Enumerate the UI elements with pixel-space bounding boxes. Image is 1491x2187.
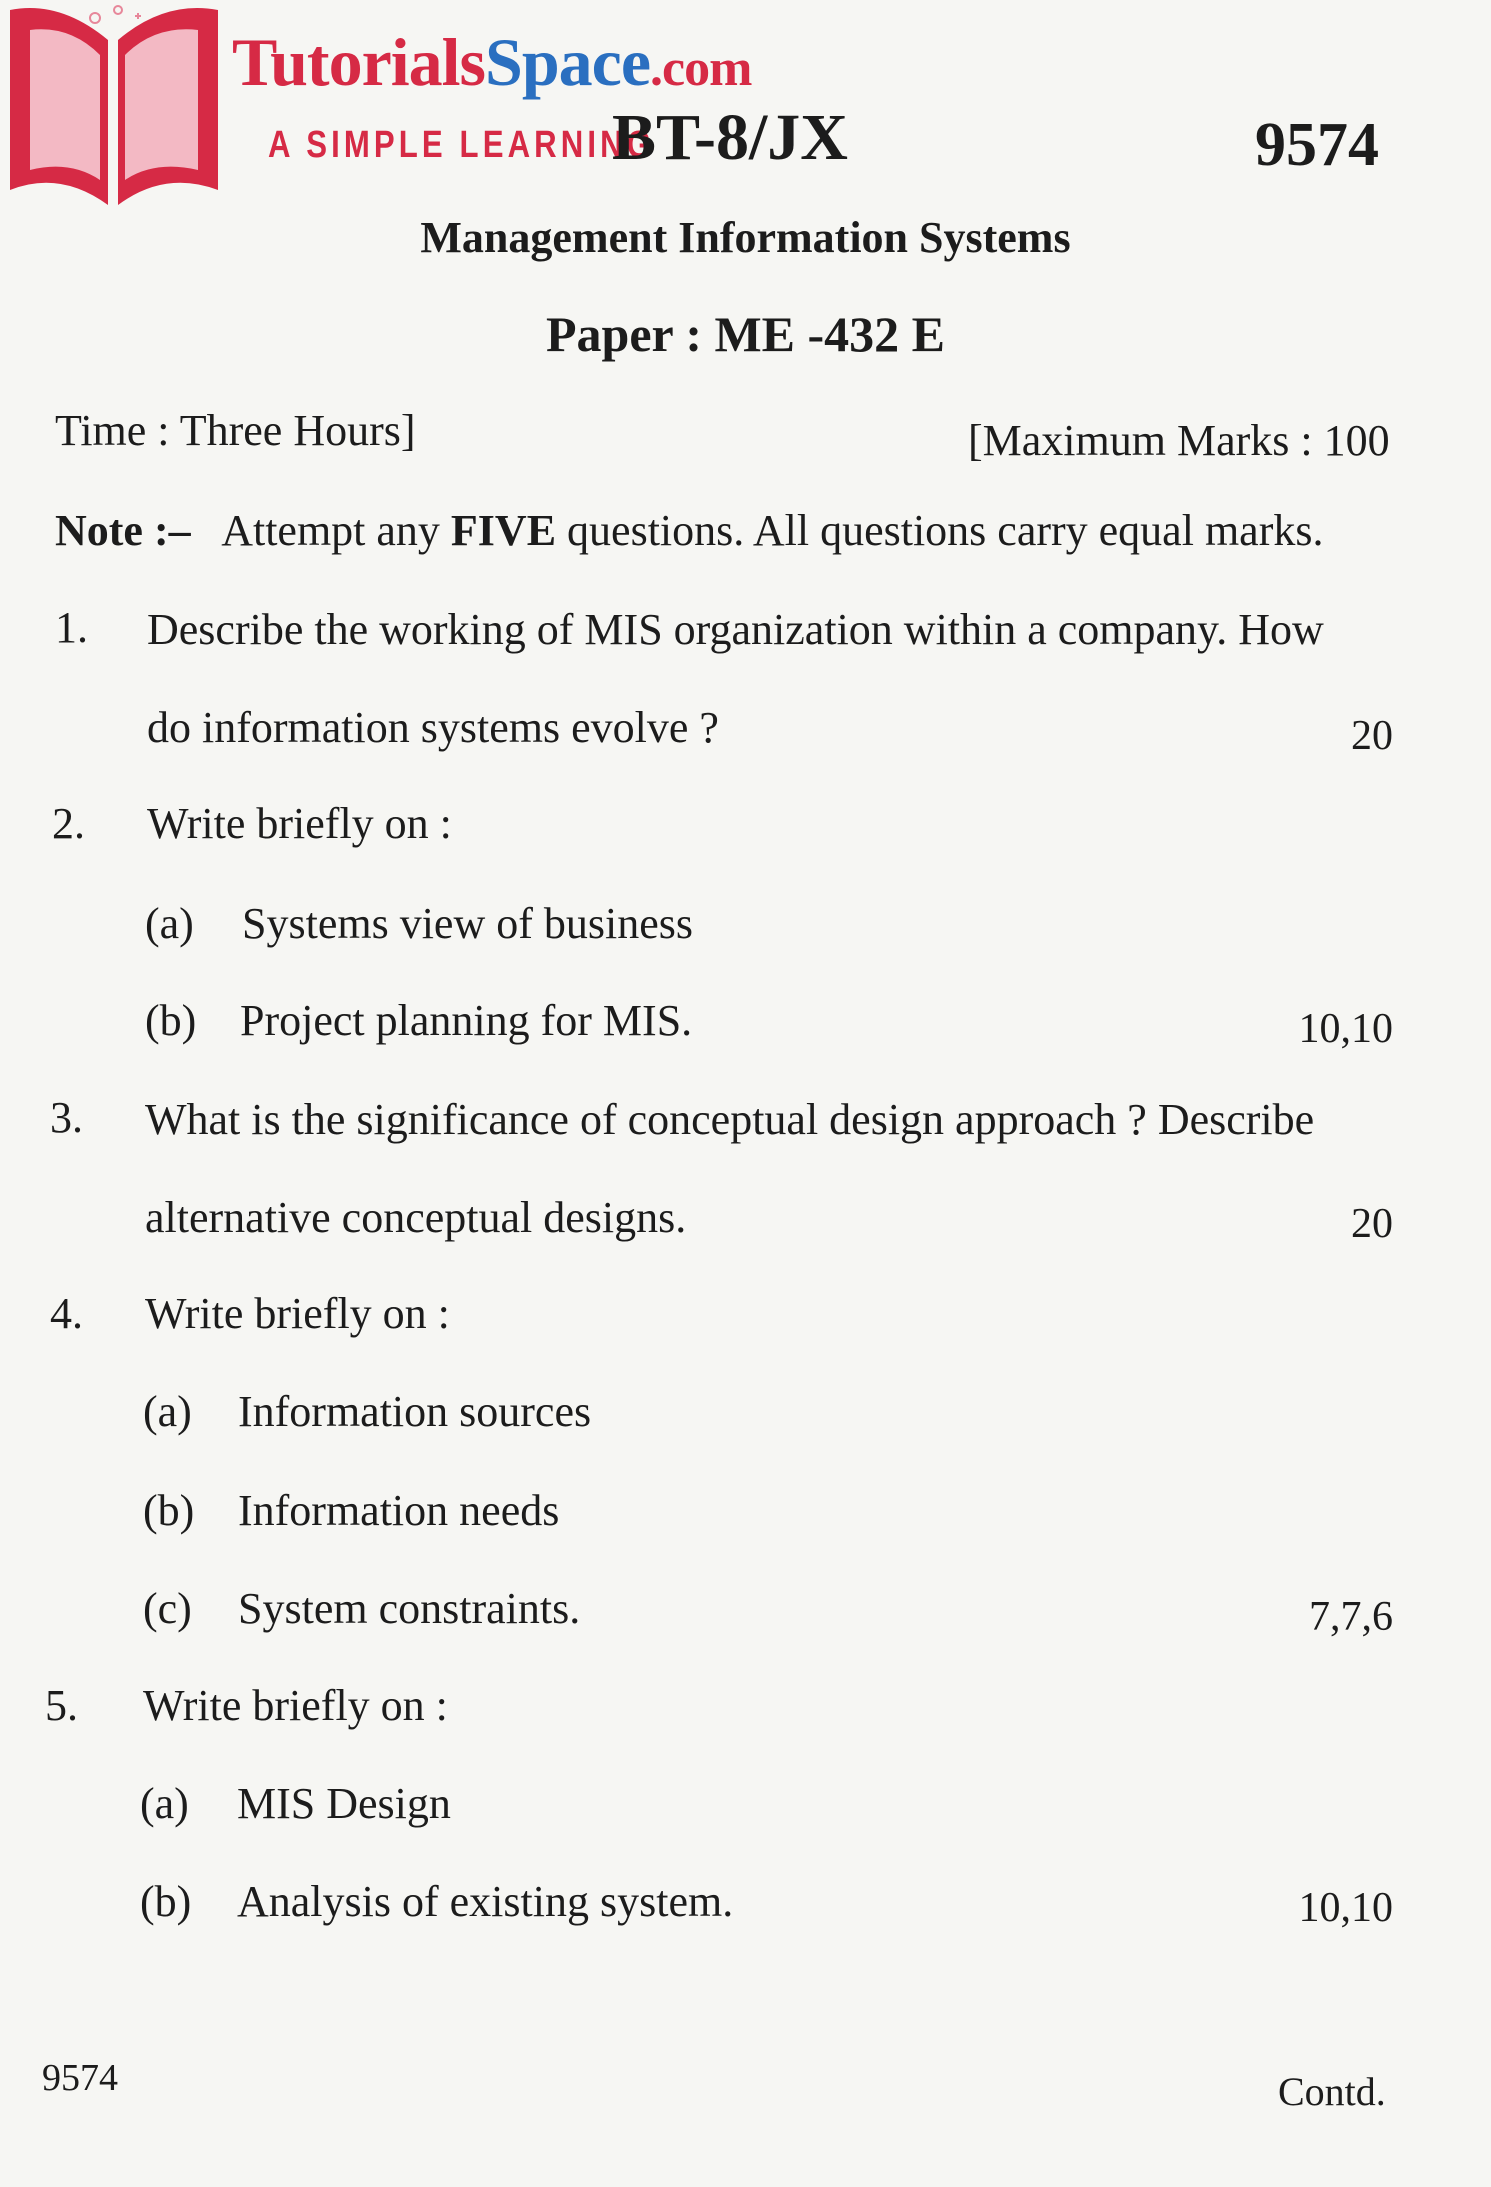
paper-code: Paper : ME -432 E <box>545 306 946 362</box>
instructions-note <box>55 505 1323 556</box>
part-text: MIS Design <box>237 1779 451 1828</box>
part-text: Analysis of existing system. <box>237 1877 734 1926</box>
question-text: do information systems evolve ? <box>147 703 719 752</box>
part-label: (c) <box>143 1584 192 1633</box>
question-text: What is the significance of conceptual design approach ? Describe <box>145 1095 1315 1144</box>
question-text: alternative conceptual designs. <box>145 1193 687 1242</box>
question-marks: 20 <box>1351 713 1393 759</box>
logo-text-part1: Tutorials <box>232 24 486 100</box>
question-text: Write briefly on : <box>145 1289 450 1338</box>
logo-tagline: A SIMPLE LEARNING <box>268 124 656 166</box>
maximum-marks: [Maximum Marks : 100 <box>968 416 1390 465</box>
time-allowed: Time : Three Hours] <box>55 406 416 455</box>
note-emphasis: FIVE <box>450 506 557 555</box>
logo-text-part2: Space <box>485 24 651 100</box>
question-number: 1. <box>55 603 88 652</box>
logo-wordmark <box>232 24 752 100</box>
continued-label: Contd. <box>1278 2069 1386 2114</box>
book-logo-icon <box>0 0 225 212</box>
note-label: Note :– <box>55 506 191 555</box>
course-code: BT-8/JX <box>612 101 848 174</box>
footer-paper-id: 9574 <box>42 2057 118 2099</box>
question-number: 5. <box>45 1681 78 1730</box>
part-label: (a) <box>140 1779 189 1828</box>
page-title: Management Information Systems <box>420 213 1071 262</box>
question-number: 2. <box>52 799 85 848</box>
part-text: System constraints. <box>238 1584 581 1633</box>
question-marks: 10,10 <box>1298 1006 1393 1052</box>
part-label: (a) <box>145 899 194 948</box>
question-number: 4. <box>50 1289 83 1338</box>
question-text: Write briefly on : <box>147 799 452 848</box>
part-text: Information sources <box>238 1387 592 1436</box>
question-marks: 20 <box>1351 1201 1393 1247</box>
part-label: (b) <box>145 996 197 1045</box>
note-text-pre: Attempt any <box>221 506 440 555</box>
part-text: Information needs <box>238 1486 560 1535</box>
note-text-post: questions. All questions carry equal marks. <box>567 506 1324 555</box>
question-marks: 7,7,6 <box>1309 1594 1393 1640</box>
part-label: (b) <box>140 1877 192 1926</box>
question-marks: 10,10 <box>1298 1885 1393 1931</box>
part-label: (b) <box>143 1486 195 1535</box>
part-text: Project planning for MIS. <box>240 996 693 1045</box>
logo-text-part3: .com <box>650 40 752 97</box>
part-text: Systems view of business <box>242 899 693 948</box>
question-text: Describe the working of MIS organization within a company. How <box>147 605 1324 654</box>
paper-id: 9574 <box>1255 111 1379 179</box>
question-text: Write briefly on : <box>143 1681 448 1730</box>
question-number: 3. <box>50 1093 83 1142</box>
part-label: (a) <box>143 1387 192 1436</box>
